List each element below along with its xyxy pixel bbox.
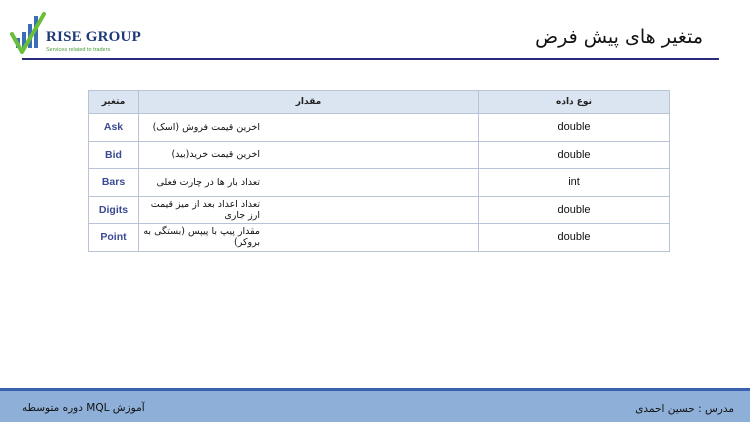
cell-type: double [479,196,670,224]
logo [10,8,150,60]
cell-variable: Bars [89,169,139,197]
rising-bars-check-logo-icon [10,8,50,60]
cell-type: int [479,169,670,197]
table-row [89,224,670,252]
footer-instructor-label: مدرس : حسین احمدی [635,403,734,415]
cell-value: اخرین قیمت خرید(بید) [139,141,479,169]
footer-course-label: آموزش MQL دوره متوسطه [22,402,145,414]
table-row [89,196,670,224]
table-row [89,141,670,169]
cell-value: اخرین قیمت فروش (اسک) [139,114,479,142]
cell-value: تعداد بار ها در چارت فعلی [139,169,479,197]
cell-variable: Point [89,224,139,252]
logo-name: RISE GROUP [46,29,141,45]
cell-type: double [479,114,670,142]
cell-variable: Ask [89,114,139,142]
cell-variable: Bid [89,141,139,169]
header-variable: متغیر [89,91,139,114]
header-value: مقدار [139,91,479,114]
cell-type: double [479,224,670,252]
table-header-row [89,91,670,114]
footer-bar [0,388,750,422]
table-row [89,169,670,197]
cell-type: double [479,141,670,169]
variables-table [88,90,670,252]
cell-variable: Digits [89,196,139,224]
title-divider [22,58,719,60]
cell-value: مقدار پیپ با پیپس (بستگی به بروکر) [139,224,479,252]
table-row [89,114,670,142]
header-type: نوع داده [479,91,670,114]
logo-tagline: Services related to traders [46,47,111,53]
cell-value: تعداد اعداد بعد از میز قیمت ارز جاری [139,196,479,224]
slide-title: متغیر های پیش فرض [535,26,703,48]
